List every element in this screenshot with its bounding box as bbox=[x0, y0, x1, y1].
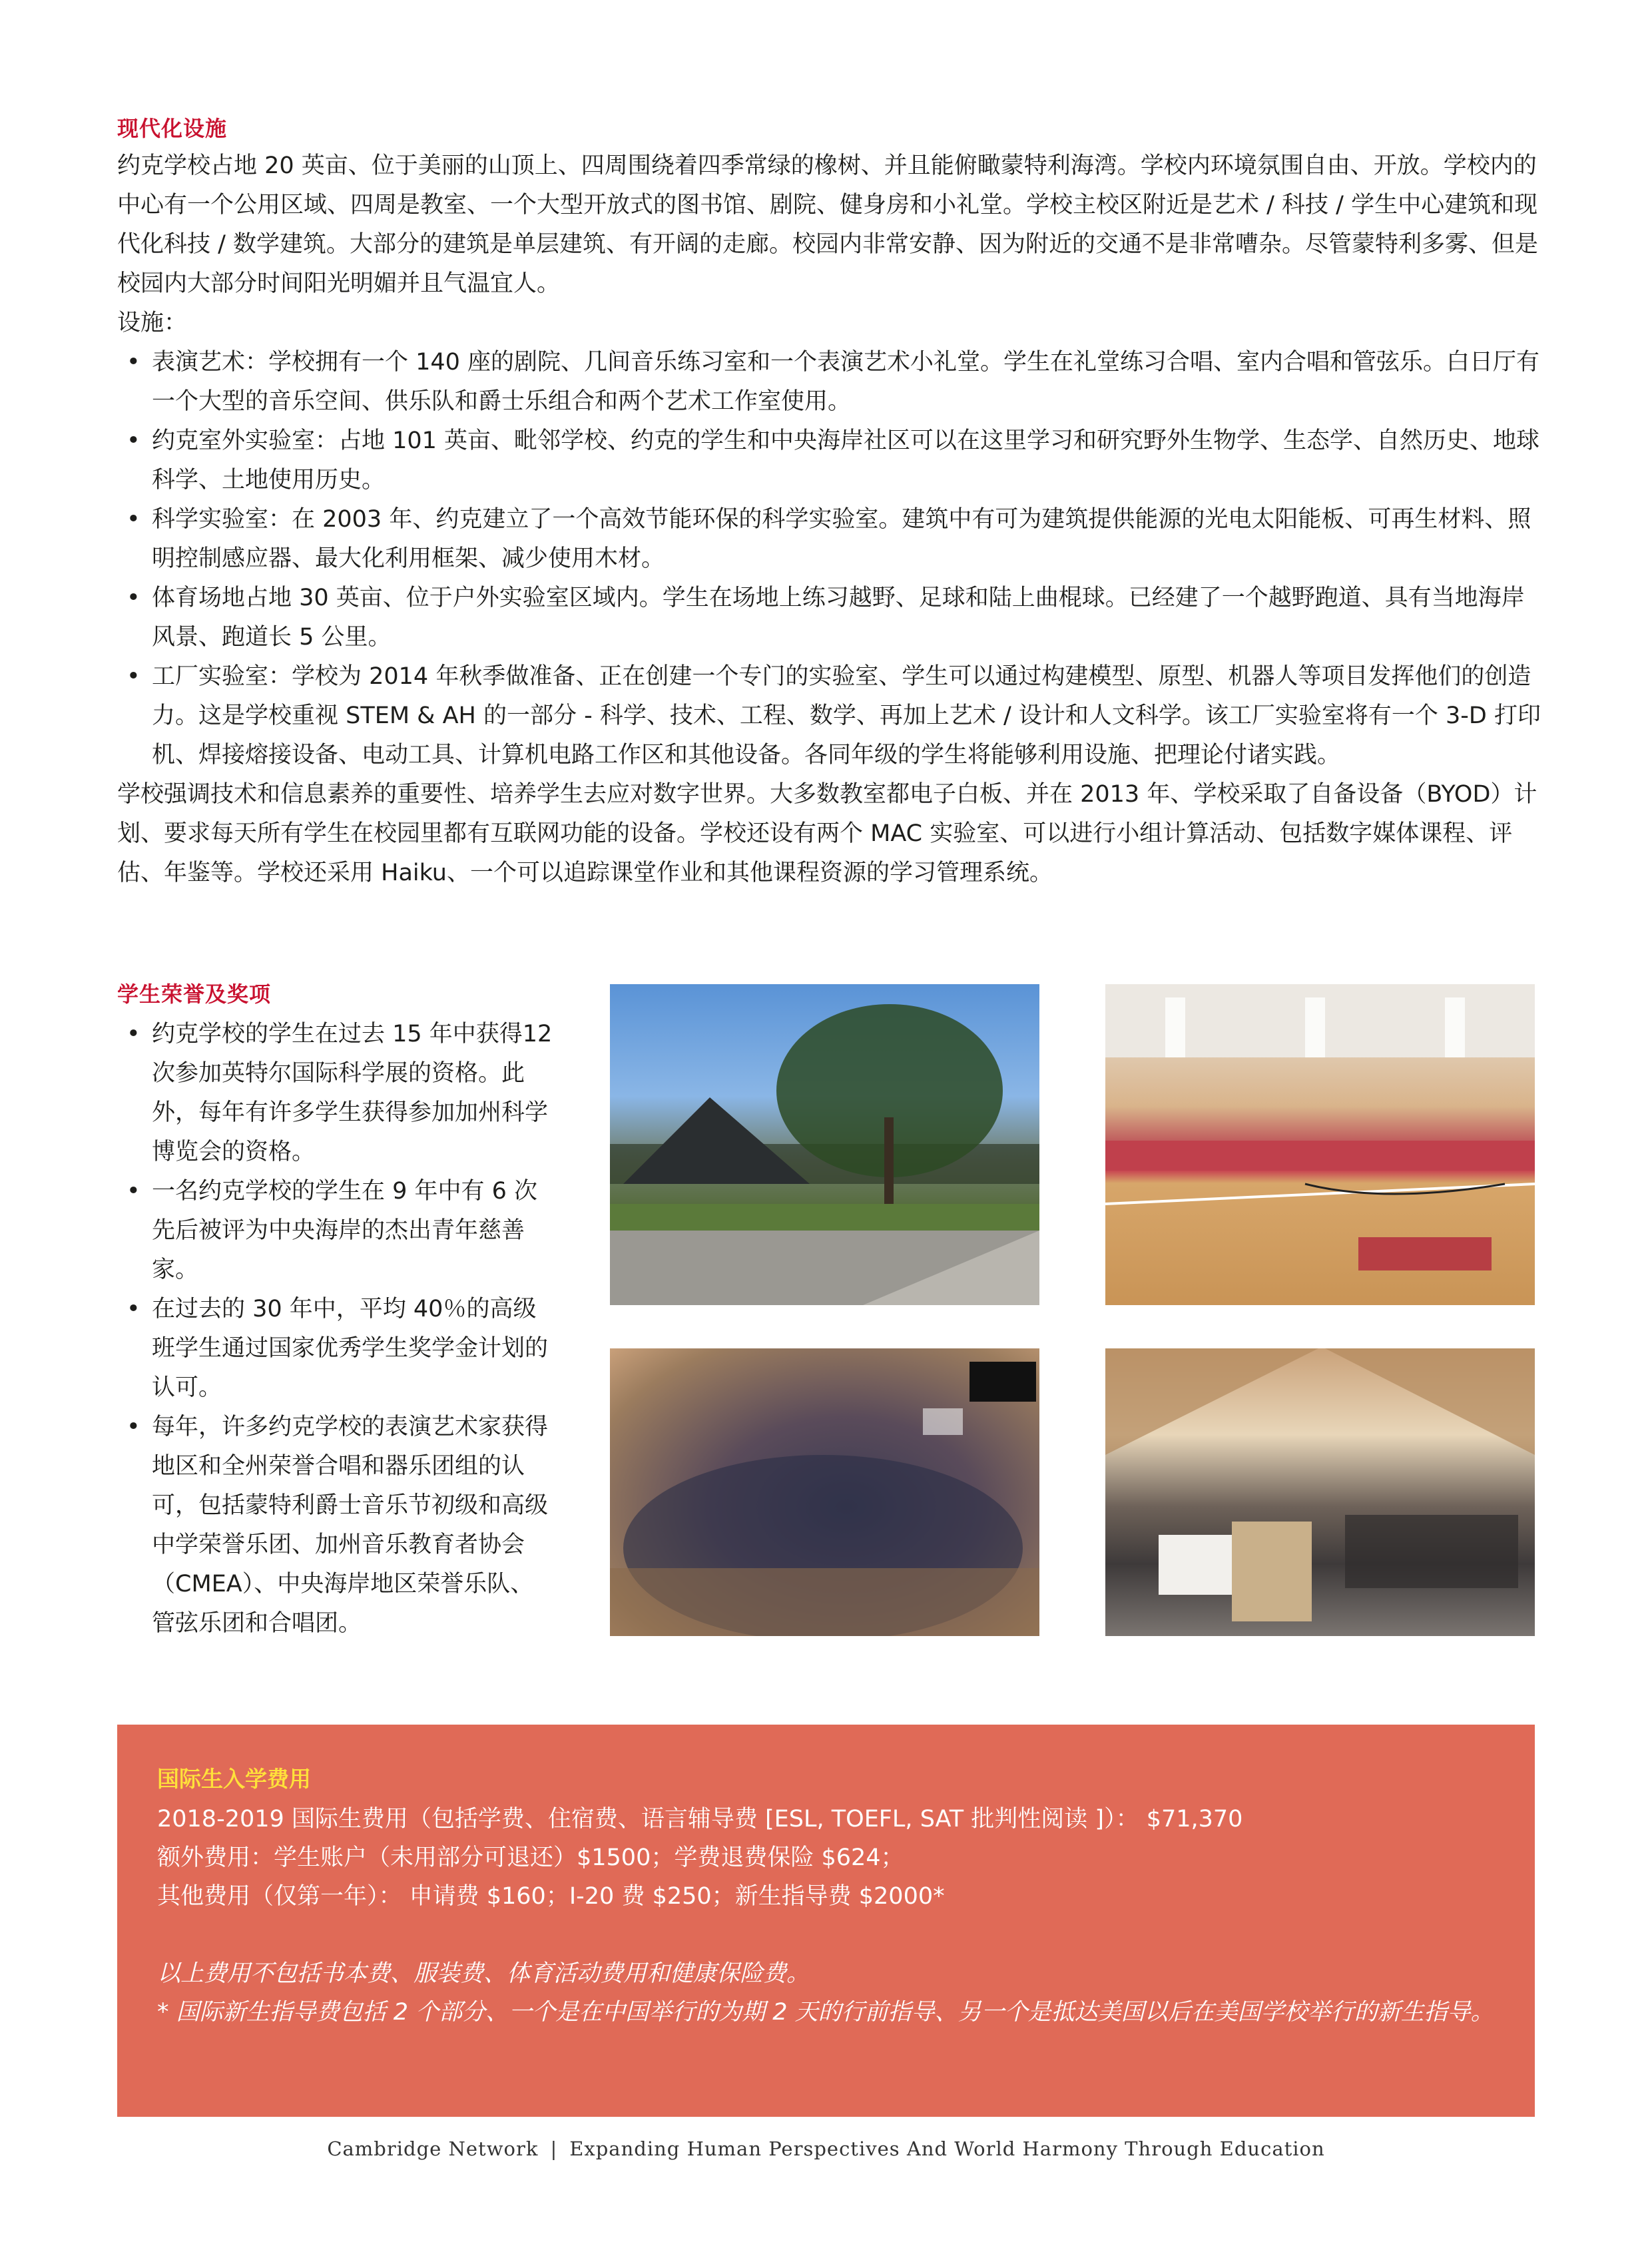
list-item: • 表演艺术：学校拥有一个 140 座的剧院、几间音乐练习室和一个表演艺术小礼堂。学生在礼堂练习合唱、室内合唱和管弦乐。白日厅有一个大型的音乐空间、供乐队和爵士乐组合和两个艺术工作室使用。 bbox=[117, 343, 1542, 421]
gym-photo bbox=[1105, 984, 1535, 1305]
music-room-photo bbox=[1105, 1348, 1535, 1636]
campus-photo bbox=[610, 984, 1039, 1305]
footer-brand: Cambridge Network bbox=[327, 2137, 539, 2160]
fees-line: 2018-2019 国际生费用（包括学费、住宿费、语言辅导费 [ESL, TOEFL, SAT 批判性阅读 ]）： $71,370 bbox=[157, 1806, 1243, 1832]
facilities-title: 现代化设施 bbox=[117, 116, 228, 141]
honors-title: 学生荣誉及奖项 bbox=[117, 981, 272, 1007]
fees-note: 以上费用不包括书本费、服装费、体育活动费用和健康保险费。 bbox=[157, 1960, 810, 1987]
fees-spacer bbox=[157, 1916, 1495, 1954]
fees-title: 国际生入学费用 bbox=[157, 1766, 311, 1792]
fees-note: * 国际新生指导费包括 2 个部分、一个是在中国举行的为期 2 天的行前指导、另一个是抵达美国以后在美国学校举行的新生指导。 bbox=[157, 1999, 1494, 2026]
facilities-list bbox=[117, 343, 1542, 775]
auditorium-photo bbox=[610, 1348, 1039, 1636]
list-item: • 在过去的 30 年中，平均 40％的高级班学生通过国家优秀学生奖学金计划的认可。 bbox=[117, 1290, 557, 1408]
gym-photo-drawing bbox=[1105, 984, 1535, 1305]
facilities-label: 设施： bbox=[117, 310, 188, 336]
facilities-closing: 学校强调技术和信息素养的重要性、培养学生去应对数字世界。大多数教室都电子白板、并在 2013 年、学校采取了自备设备（BYOD）计划、要求每天所有学生在校园里都有互联网功能的设备。学校还设有两个 MAC 实验室、可以进行小组计算活动、包括数字媒体课程、评估、年鉴等。学校还采用 Haiku、一个可以追踪课堂作业和其他课程资源的学习管理系统。 bbox=[117, 781, 1537, 886]
page-footer bbox=[0, 2137, 1652, 2160]
music-room-photo-drawing bbox=[1105, 1348, 1535, 1636]
list-item: • 体育场地占地 30 英亩、位于户外实验室区域内。学生在场地上练习越野、足球和陆上曲棍球。已经建了一个越野跑道、具有当地海岸风景、跑道长 5 公里。 bbox=[117, 579, 1542, 657]
fees-line: 其他费用（仅第一年）： 申请费 $160；I-20 费 $250；新生指导费 $2000* bbox=[157, 1883, 945, 1910]
campus-photo-drawing bbox=[610, 984, 1039, 1305]
fees-box bbox=[117, 1725, 1535, 2117]
list-item: • 约克学校的学生在过去 15 年中获得12次参加英特尔国际科学展的资格。此外，每年有许多学生获得参加加州科学博览会的资格。 bbox=[117, 1015, 557, 1172]
list-item: • 约克室外实验室：占地 101 英亩、毗邻学校、约克的学生和中央海岸社区可以在这里学习和研究野外生物学、生态学、自然历史、地球科学、土地使用历史。 bbox=[117, 421, 1542, 500]
facilities-section bbox=[117, 112, 1542, 893]
auditorium-photo-drawing bbox=[610, 1348, 1039, 1636]
list-item: • 工厂实验室：学校为 2014 年秋季做准备、正在创建一个专门的实验室、学生可以通过构建模型、原型、机器人等项目发挥他们的创造力。这是学校重视 STEM & AH 的一部分 - 科学、技术、工程、数学、再加上艺术 / 设计和人文科学。该工厂实验室将有一个 3-D 打印机、焊接熔接设备、电动工具、计算机电路工作区和其他设备。各同年级的学生将能够利用设施、把理论付诸实践。 bbox=[117, 657, 1542, 775]
honors-list bbox=[117, 1015, 557, 1643]
footer-separator: | bbox=[550, 2137, 558, 2160]
facilities-intro: 约克学校占地 20 英亩、位于美丽的山顶上、四周围绕着四季常绿的橡树、并且能俯瞰蒙特利海湾。学校内环境氛围自由、开放。学校内的中心有一个公用区域、四周是教室、一个大型开放式的图书馆、剧院、健身房和小礼堂。学校主校区附近是艺术 / 科技 / 学生中心建筑和现代化科技 / 数学建筑。大部分的建筑是单层建筑、有开阔的走廊。校园内非常安静、因为附近的交通不是非常嘈杂。尽管蒙特利多雾、但是校园内大部分时间阳光明媚并且气温宜人。 bbox=[117, 152, 1539, 297]
list-item: • 科学实验室：在 2003 年、约克建立了一个高效节能环保的科学实验室。建筑中有可为建筑提供能源的光电太阳能板、可再生材料、照明控制感应器、最大化利用框架、减少使用木材。 bbox=[117, 500, 1542, 579]
honors-section bbox=[117, 978, 557, 1643]
footer-tagline: Expanding Human Perspectives And World Harmony Through Education bbox=[569, 2137, 1325, 2160]
fees-line: 额外费用：学生账户（未用部分可退还）$1500；学费退费保险 $624； bbox=[157, 1844, 904, 1871]
list-item: • 一名约克学校的学生在 9 年中有 6 次先后被评为中央海岸的杰出青年慈善家。 bbox=[117, 1172, 557, 1290]
list-item: • 每年，许多约克学校的表演艺术家获得地区和全州荣誉合唱和器乐团组的认可，包括蒙特利爵士音乐节初级和高级中学荣誉乐团、加州音乐教育者协会（CMEA）、中央海岸地区荣誉乐队、管弦乐团和合唱团。 bbox=[117, 1408, 557, 1643]
